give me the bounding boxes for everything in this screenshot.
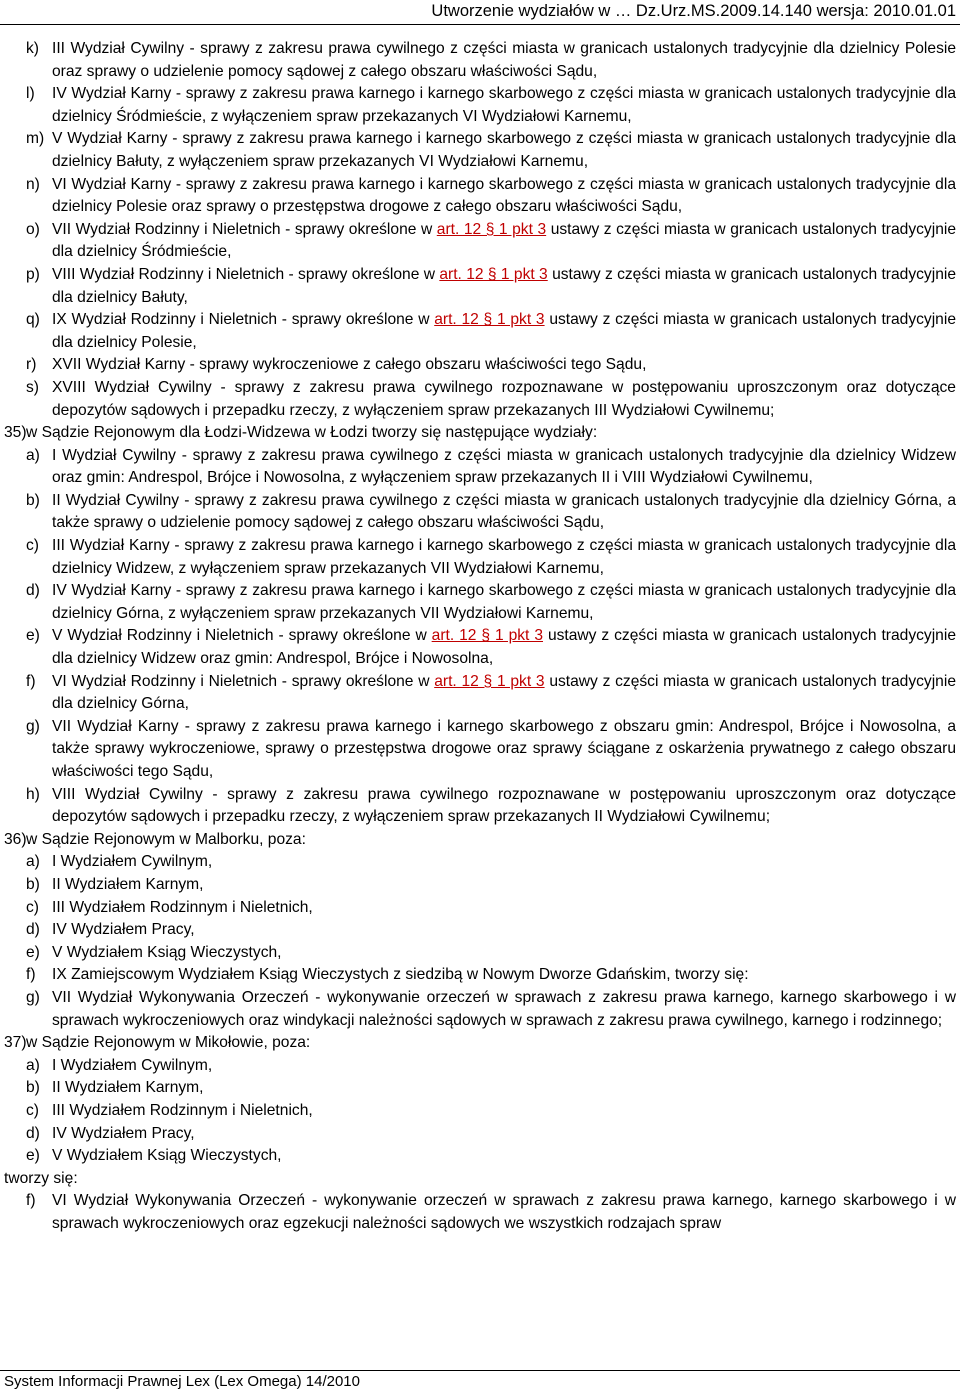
item-text: VIII Wydział Cywilny - sprawy z zakresu prawa cywilnego rozpoznawane w postępowaniu uproszczonym oraz dotyczące depozytów sądowych i przepadku rzeczy, z wyłączeniem spraw przekazanych II Wydziałowi Cywilnemu; — [52, 785, 956, 826]
list-item — [4, 580, 956, 625]
page-footer — [0, 1370, 960, 1392]
item-text: VI Wydział Rodzinny i Nieletnich - sprawy określone w — [52, 672, 430, 690]
item-text: V Wydział Karny - sprawy z zakresu prawa karnego i karnego skarbowego z części miasta w granicach ustalonych tradycyjnie dla dzielnicy Bałuty, z wyłączeniem spraw przekazanych VI Wydziałowi Karnemu, — [52, 130, 956, 170]
item-text: I Wydziałem Cywilnym, — [52, 1056, 213, 1074]
list-item — [4, 354, 956, 377]
item-label: a) — [26, 1056, 40, 1074]
list-item — [4, 174, 956, 219]
list-item — [4, 264, 956, 309]
item-label: m) — [26, 130, 45, 148]
item-label: e) — [26, 1147, 40, 1165]
item-label: 37) — [4, 1034, 27, 1052]
list-item — [4, 1100, 956, 1123]
item-label: f) — [26, 966, 36, 984]
item-label: d) — [26, 582, 40, 600]
item-label: h) — [26, 785, 40, 803]
item-label: d) — [26, 921, 40, 939]
list-item — [4, 987, 956, 1032]
item-text: V Wydziałem Ksiąg Wieczystych, — [52, 943, 282, 961]
item-text: IX Wydział Rodzinny i Nieletnich - sprawy określone w — [52, 311, 430, 329]
list-item — [4, 219, 956, 264]
item-text: III Wydział Karny - sprawy z zakresu prawa karnego i karnego skarbowego z części miasta w granicach ustalonych tradycyjnie dla dzielnicy Widzew, z wyłączeniem spraw przekazanych VII Wydziałowi Karnemu, — [52, 537, 956, 577]
list-item — [4, 377, 956, 422]
item-text: ustawy z części miasta w granicach ustalonych tradycyjnie dla dzielnicy Górna, — [52, 672, 956, 713]
statute-reference-link[interactable]: art. 12 § 1 pkt 3 — [439, 265, 548, 283]
item-label: b) — [26, 875, 40, 893]
item-text: I Wydziałem Cywilnym, — [52, 853, 213, 871]
list-item — [4, 1123, 956, 1146]
list-item — [4, 535, 956, 580]
item-label: o) — [26, 220, 40, 238]
item-text: w Sądzie Rejonowym w Malborku, poza: — [26, 830, 306, 848]
item-text: VI Wydział Karny - sprawy z zakresu prawa karnego i karnego skarbowego z części miasta w granicach ustalonych tradycyjnie dla dzielnicy Polesie oraz sprawy o przestępstwa drogowe z całego obszaru właściwości Sądu, — [52, 175, 956, 216]
item-text: IV Wydział Karny - sprawy z zakresu prawa karnego i karnego skarbowego z części miasta w granicach ustalonych tradycyjnie dla dzielnicy Śródmieście, z wyłączeniem spraw przekazanych VI Wydziałowi Karnemu, — [52, 85, 956, 125]
statute-reference-link[interactable]: art. 12 § 1 pkt 3 — [431, 627, 543, 645]
item-text: ustawy z części miasta w granicach ustalonych tradycyjnie dla dzielnicy Widzew oraz gmin: Andrespol, Brójce i Nowosolna, — [52, 627, 956, 668]
footer-divider — [0, 1370, 960, 1371]
item-label: c) — [26, 898, 39, 916]
list-item — [4, 38, 956, 83]
item-label: q) — [26, 311, 40, 329]
item-label: g) — [26, 717, 40, 735]
item-text: V Wydział Rodzinny i Nieletnich - sprawy określone w — [52, 627, 427, 645]
list-item — [4, 671, 956, 716]
list-item — [4, 1168, 956, 1191]
item-label: c) — [26, 1101, 39, 1119]
item-label: k) — [26, 40, 39, 57]
list-item — [4, 625, 956, 670]
item-text: IX Zamiejscowym Wydziałem Ksiąg Wieczystych z siedzibą w Nowym Dworze Gdańskim, tworzy się: — [52, 966, 749, 984]
statute-reference-link[interactable]: art. 12 § 1 pkt 3 — [434, 672, 545, 690]
list-item — [4, 919, 956, 942]
item-text: IV Wydziałem Pracy, — [52, 921, 195, 939]
item-text: V Wydziałem Ksiąg Wieczystych, — [52, 1147, 282, 1165]
item-text: IV Wydział Karny - sprawy z zakresu prawa karnego i karnego skarbowego z części miasta w granicach ustalonych tradycyjnie dla dzielnicy Górna, z wyłączeniem spraw przekazanych VII Wydziałowi Karnemu, — [52, 582, 956, 622]
section-item — [4, 1032, 956, 1055]
item-label: e) — [26, 627, 40, 645]
item-text: VII Wydział Rodzinny i Nieletnich - sprawy określone w — [52, 220, 433, 238]
list-item — [4, 490, 956, 535]
statute-reference-link[interactable]: art. 12 § 1 pkt 3 — [436, 220, 547, 238]
list-item — [4, 309, 956, 354]
item-label: r) — [26, 356, 37, 374]
item-text: XVII Wydział Karny - sprawy wykroczeniowe z całego obszaru właściwości tego Sądu, — [52, 356, 647, 374]
item-text: w Sądzie Rejonowym w Mikołowie, poza: — [26, 1034, 311, 1052]
list-item — [4, 874, 956, 897]
item-text: III Wydział Cywilny - sprawy z zakresu prawa cywilnego z części miasta w granicach ustalonych tradycyjnie dla dzielnicy Polesie oraz sprawy o udzielenie pomocy sądowej z całego obszaru właściwości Sądu, — [52, 40, 956, 80]
list-item — [4, 1055, 956, 1078]
list-item — [4, 83, 956, 128]
item-label: l) — [26, 85, 35, 103]
list-item — [4, 445, 956, 490]
item-text: tworzy się: — [4, 1169, 78, 1187]
item-text: ustawy z części miasta w granicach ustalonych tradycyjnie dla dzielnicy Bałuty, — [52, 265, 956, 306]
list-item — [4, 942, 956, 965]
page-header — [0, 0, 960, 30]
item-label: g) — [26, 988, 40, 1006]
item-label: p) — [26, 265, 40, 283]
item-text: IV Wydziałem Pracy, — [52, 1124, 195, 1142]
statute-reference-link[interactable]: art. 12 § 1 pkt 3 — [434, 311, 545, 329]
header-divider — [0, 24, 960, 25]
document-body — [4, 38, 956, 1235]
item-text: II Wydział Cywilny - sprawy z zakresu prawa cywilnego z części miasta w granicach ustalonych tradycyjnie dla dzielnicy Górna, a także sprawy o udzielenie pomocy sądowej z całego obszaru właściwości Sądu, — [52, 491, 956, 532]
item-label: s) — [26, 378, 39, 396]
section-item — [4, 422, 956, 445]
list-item — [4, 784, 956, 829]
item-label: d) — [26, 1124, 40, 1142]
item-label: c) — [26, 537, 39, 555]
item-label: f) — [26, 1192, 36, 1210]
item-text: ustawy z części miasta w granicach ustalonych tradycyjnie dla dzielnicy Śródmieście, — [52, 220, 956, 261]
item-text: VII Wydział Karny - sprawy z zakresu prawa karnego i karnego skarbowego z obszaru gmin: Andrespol, Brójce i Nowosolna, a także sprawy wykroczeniowe, sprawy o przestępstwa drogowe oraz sprawy ściągane z oskarżenia prywatnego z całego obszaru właściwości tego Sądu, — [52, 717, 956, 780]
item-label: f) — [26, 672, 36, 690]
item-label: b) — [26, 491, 40, 509]
item-text: w Sądzie Rejonowym dla Łodzi-Widzewa w Łodzi tworzy się następujące wydziały: — [26, 424, 598, 442]
list-item — [4, 128, 956, 173]
item-label: n) — [26, 175, 40, 193]
item-text: ustawy z części miasta w granicach ustalonych tradycyjnie dla dzielnicy Polesie, — [52, 311, 956, 351]
item-label: a) — [26, 853, 40, 871]
item-text: III Wydziałem Rodzinnym i Nieletnich, — [52, 1101, 313, 1119]
list-item — [4, 1077, 956, 1100]
list-item — [4, 964, 956, 987]
item-text: VIII Wydział Rodzinny i Nieletnich - sprawy określone w — [52, 265, 435, 283]
item-text: II Wydziałem Karnym, — [52, 875, 204, 893]
list-item — [4, 1190, 956, 1235]
section-item — [4, 829, 956, 852]
item-label: a) — [26, 446, 40, 464]
item-label: e) — [26, 943, 40, 961]
document-title: Utworzenie wydziałów w … Dz.Urz.MS.2009.14.140 wersja: 2010.01.01 — [431, 2, 956, 20]
list-item — [4, 897, 956, 920]
item-text: XVIII Wydział Cywilny - sprawy z zakresu prawa cywilnego rozpoznawane w postępowaniu uproszczonym oraz dotyczące depozytów sądowych i przepadku rzeczy, z wyłączeniem spraw przekazanych III Wydziałowi Cywilnemu; — [52, 378, 956, 419]
item-text: VI Wydział Wykonywania Orzeczeń - wykonywanie orzeczeń w sprawach z zakresu prawa karnego, karnego skarbowego i w sprawach wykroczeniowych oraz egzekucji należności sądowych we wszystkich rodzajach spraw — [52, 1192, 956, 1232]
item-text: I Wydział Cywilny - sprawy z zakresu prawa cywilnego z części miasta w granicach ustalonych tradycyjnie dla dzielnicy Widzew oraz gmin: Andrespol, Brójce i Nowosolna, z wyłączeniem spraw przekazanych II i VIII Wydziałowi Cywilnemu, — [52, 446, 956, 487]
item-label: 35) — [4, 424, 27, 442]
item-label: 36) — [4, 830, 27, 848]
list-item — [4, 851, 956, 874]
list-item — [4, 716, 956, 784]
item-text: III Wydziałem Rodzinnym i Nieletnich, — [52, 898, 313, 916]
footer-source: System Informacji Prawnej Lex (Lex Omega) 14/2010 — [4, 1373, 360, 1390]
item-text: VII Wydział Wykonywania Orzeczeń - wykonywanie orzeczeń w sprawach z zakresu prawa karnego, karnego skarbowego i w sprawach wykroczeniowych oraz windykacji należności sądowych w sprawach z zakresu prawa cywilnego, karnego i rodzinnego; — [52, 988, 956, 1029]
list-item — [4, 1145, 956, 1168]
item-text: II Wydziałem Karnym, — [52, 1079, 204, 1097]
item-label: b) — [26, 1079, 40, 1097]
